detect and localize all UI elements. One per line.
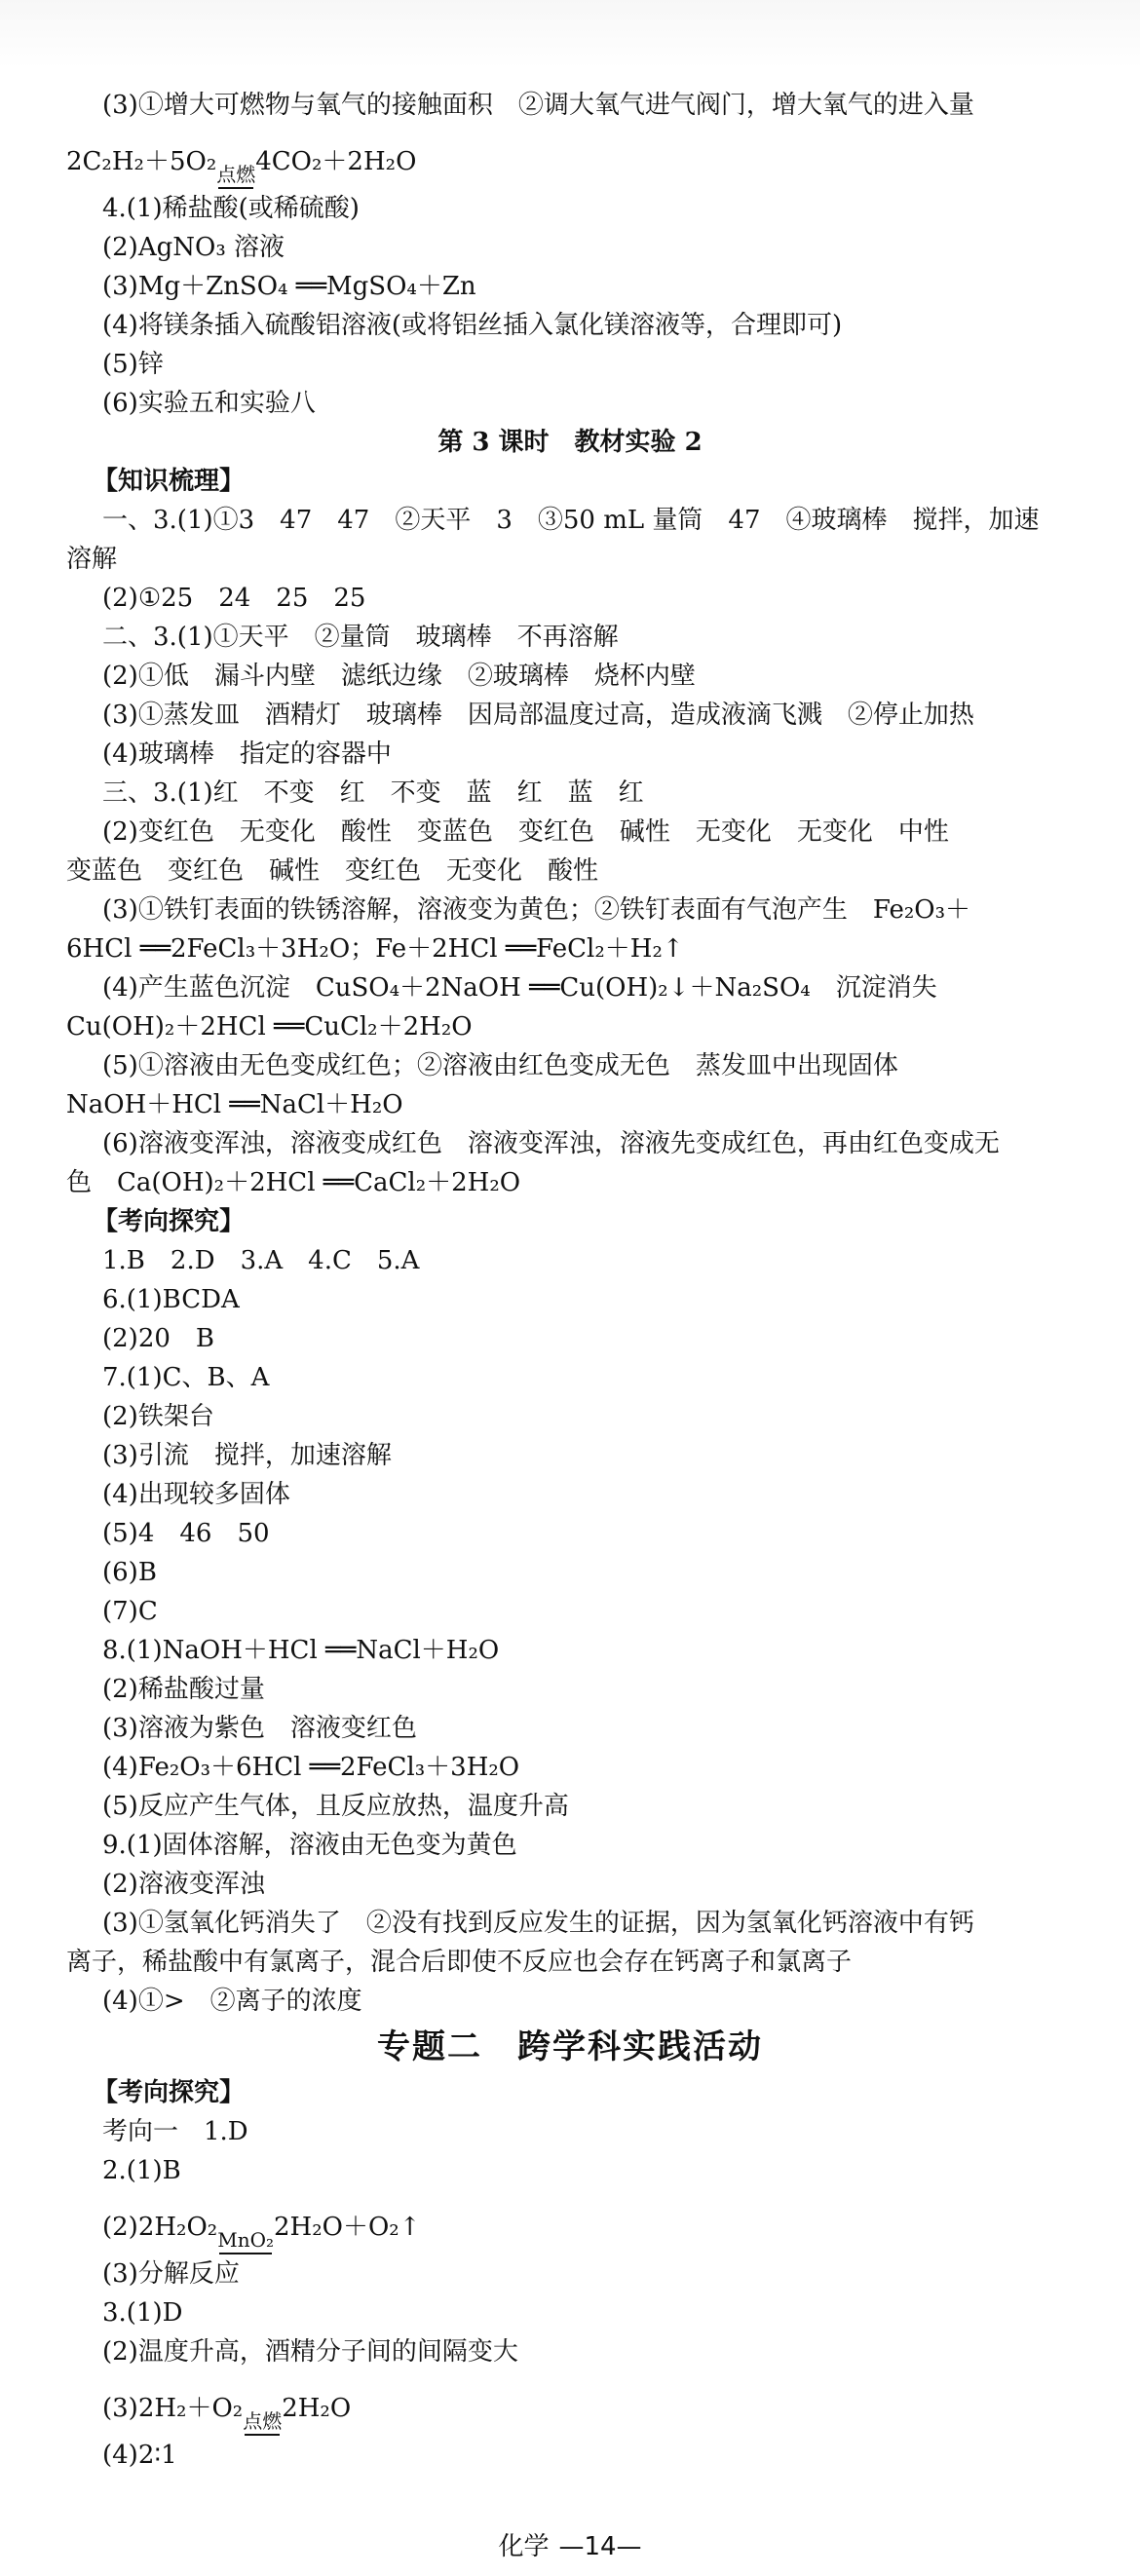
answer-line: (2)温度升高，酒精分子间的间隔变大 (102, 2337, 518, 2367)
answer-line: (2)稀盐酸过量 (102, 1675, 265, 1704)
answer-line: (5)反应产生气体，且反应放热，温度升高 (102, 1792, 569, 1821)
answer-line: 9.(1)固体溶解，溶液由无色变为黄色 (102, 1831, 517, 1860)
answer-line: (4)①> ②离子的浓度 (102, 1987, 362, 2016)
answer-line: 变蓝色 变红色 碱性 变红色 无变化 酸性 (66, 856, 599, 886)
answer-line: 2.(1)B (102, 2156, 181, 2185)
answer-line: Cu(OH)₂＋2HCl ══CuCl₂＋2H₂O (66, 1012, 473, 1042)
answer-line: NaOH＋HCl ══NaCl＋H₂O (66, 1090, 403, 1119)
section-heading: 【考向探究】 (93, 2078, 246, 2107)
page-footer (0, 2529, 1140, 2564)
equation-left: (3)2H₂＋O₂ (102, 2394, 244, 2423)
answer-line: (5)4 46 50 (102, 1519, 270, 1548)
reaction-condition: 点燃 (216, 164, 255, 189)
lesson-title: 第 3 课时 教材实验 2 (437, 428, 703, 457)
answer-line: 一、3.(1)①3 47 47 ②天平 3 ③50 mL 量筒 47 ④玻璃棒 搅拌，加速 (102, 506, 1040, 535)
answer-line: (3)①增大可燃物与氧气的接触面积 ②调大氧气进气阀门，增大氧气的进入量 (102, 91, 974, 120)
answer-line: 1.B 2.D 3.A 4.C 5.A (102, 1246, 420, 1275)
answer-line: 二、3.(1)①天平 ②量筒 玻璃棒 不再溶解 (102, 623, 619, 652)
answer-line: (2)变红色 无变化 酸性 变蓝色 变红色 碱性 无变化 无变化 中性 (102, 817, 949, 847)
section-heading: 【考向探究】 (93, 1207, 246, 1236)
equation-right: 2H₂O (282, 2394, 352, 2423)
answer-line: 离子，稀盐酸中有氯离子，混合后即使不反应也会存在钙离子和氯离子 (66, 1948, 853, 1977)
answer-line: (2)20 B (102, 1324, 215, 1353)
answer-line: (3)①蒸发皿 酒精灯 玻璃棒 因局部温度过高，造成液滴飞溅 ②停止加热 (102, 701, 974, 730)
answer-line: (2)①25 24 25 25 (102, 584, 366, 613)
answer-line: 4.(1)稀盐酸(或稀硫酸) (102, 194, 360, 223)
answer-line: 溶解 (66, 545, 118, 574)
answer-line: (6)溶液变浑浊，溶液变成红色 溶液变浑浊，溶液先变成红色，再由红色变成无 (102, 1129, 1000, 1158)
answer-line: (7)C (102, 1597, 158, 1626)
answer-line: (2)①低 漏斗内壁 滤纸边缘 ②玻璃棒 烧杯内壁 (102, 662, 696, 691)
answer-line: (3)分解反应 (102, 2259, 240, 2289)
equation-right: 2H₂O＋O₂↑ (274, 2213, 421, 2242)
answer-line: 色 Ca(OH)₂＋2HCl ══CaCl₂＋2H₂O (66, 1168, 521, 1197)
answer-line: (3)引流 搅拌，加速溶解 (102, 1441, 392, 1470)
answer-line: (6)B (102, 1558, 157, 1587)
answer-line: (2)溶液变浑浊 (102, 1870, 265, 1899)
answer-line: (3)①铁钉表面的铁锈溶解，溶液变为黄色；②铁钉表面有气泡产生 Fe₂O₃＋ (102, 895, 970, 925)
answer-line: 三、3.(1)红 不变 红 不变 蓝 红 蓝 红 (102, 778, 644, 808)
answer-line: 8.(1)NaOH＋HCl ══NaCl＋H₂O (102, 1636, 500, 1665)
answer-line: (4)将镁条插入硫酸铝溶液(或将铝丝插入氯化镁溶液等，合理即可) (102, 311, 843, 340)
answer-line: (4)产生蓝色沉淀 CuSO₄＋2NaOH ══Cu(OH)₂↓＋Na₂SO₄ 沉淀消失 (102, 973, 937, 1003)
equation-line (0, 2190, 1140, 2254)
answer-line: (4)出现较多固体 (102, 1480, 290, 1509)
answer-line: (3)①氢氧化钙消失了 ②没有找到反应发生的证据，因为氢氧化钙溶液中有钙 (102, 1909, 974, 1938)
equation-line (0, 2371, 1140, 2436)
answer-line: (3)Mg＋ZnSO₄ ══MgSO₄＋Zn (102, 272, 476, 301)
answer-line: 3.(1)D (102, 2298, 183, 2328)
answer-line: (5)①溶液由无色变成红色；②溶液由红色变成无色 蒸发皿中出现固体 (102, 1051, 898, 1080)
answer-text (0, 86, 1140, 2475)
answer-line: 6HCl ══2FeCl₃＋3H₂O；Fe＋2HCl ══FeCl₂＋H₂↑ (66, 934, 684, 964)
subject-label: 化学 (498, 2532, 550, 2561)
answer-line: 考向一 1.D (102, 2117, 248, 2146)
answer-line: (2)铁架台 (102, 1402, 214, 1431)
answer-line: (3)溶液为紫色 溶液变红色 (102, 1714, 417, 1743)
page-number: —14— (558, 2532, 642, 2561)
answer-line: 6.(1)BCDA (102, 1285, 240, 1314)
answer-line: (5)锌 (102, 350, 164, 379)
topic-title: 专题二 跨学科实践活动 (377, 2027, 763, 2066)
reaction-condition: 点燃 (243, 2410, 282, 2436)
equation-right: 4CO₂＋2H₂O (255, 147, 417, 176)
answer-line: (4)2∶1 (102, 2441, 177, 2470)
answer-line: (2)AgNO₃ 溶液 (102, 233, 285, 262)
equation-left: 2C₂H₂＋5O₂ (66, 147, 217, 176)
equation-left: (2)2H₂O₂ (102, 2213, 218, 2242)
answer-line: (4)玻璃棒 指定的容器中 (102, 739, 392, 769)
answer-line: (6)实验五和实验八 (102, 389, 316, 418)
section-heading: 【知识梳理】 (93, 467, 246, 496)
answer-line: (4)Fe₂O₃＋6HCl ══2FeCl₃＋3H₂O (102, 1753, 520, 1782)
equation-line (0, 125, 1140, 189)
reaction-condition: MnO₂ (217, 2229, 274, 2254)
answer-line: 7.(1)C、B、A (102, 1363, 270, 1392)
